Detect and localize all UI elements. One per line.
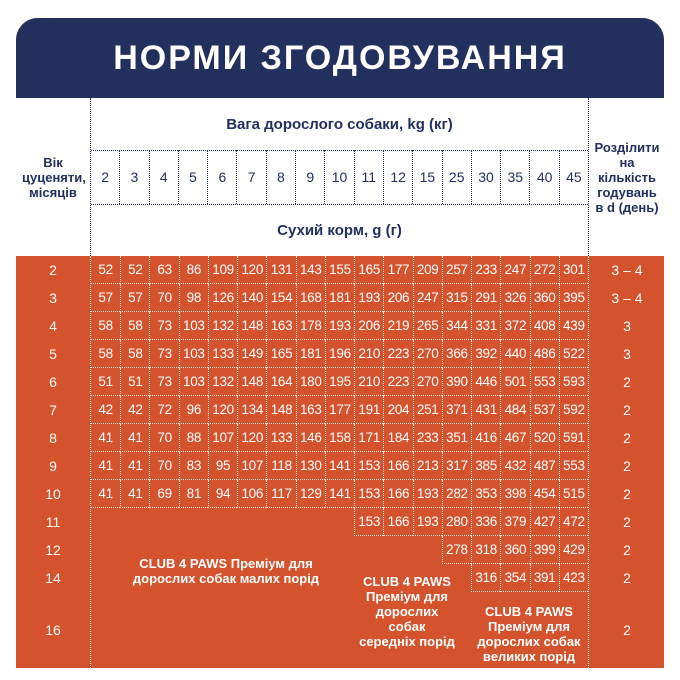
table-row [91,256,588,284]
value-cell: 141 [325,480,354,508]
value-cell: 398 [500,480,529,508]
age-cell: 3 [49,290,57,306]
value-cell: 522 [559,340,588,368]
value-cell: 280 [442,508,471,536]
value-cell: 52 [91,256,120,284]
value-cell: 41 [91,452,120,480]
value-cell: 72 [149,396,178,424]
value-cell [149,508,178,536]
value-cell: 63 [149,256,178,284]
table-row [91,368,588,396]
value-cell: 354 [500,564,529,592]
table-row [91,340,588,368]
value-cell [266,508,295,536]
value-cell: 158 [325,424,354,452]
value-cell: 180 [296,368,325,396]
age-cell: 6 [49,374,57,390]
weight-2: 2 [101,169,110,185]
division-header-label: Розділити на кількість годувань в d (день) [594,139,660,215]
value-cell [91,508,120,536]
value-cell: 193 [354,284,383,312]
value-cell [354,536,383,564]
value-cell: 366 [442,340,471,368]
value-cell [325,564,354,592]
value-cell: 223 [383,340,412,368]
value-cell: 486 [530,340,559,368]
division-cell: 3 – 4 [611,290,643,306]
value-cell: 107 [237,452,266,480]
value-cell: 184 [383,424,412,452]
value-cell: 344 [442,312,471,340]
value-cell: 57 [91,284,120,312]
value-cell: 440 [500,340,529,368]
age-cell: 16 [45,622,61,638]
division-column-header [588,98,664,256]
age-column [16,256,91,668]
value-cell: 251 [413,396,442,424]
table-row [91,424,588,452]
value-cell: 195 [325,368,354,396]
value-cell: 57 [120,284,149,312]
weight-15: 15 [412,150,441,204]
value-cell: 51 [120,368,149,396]
value-cell: 395 [559,284,588,312]
weight-12: 12 [383,150,412,204]
value-cell [354,564,383,592]
value-cell: 360 [500,536,529,564]
value-cell [266,564,295,592]
value-cell: 41 [120,480,149,508]
value-cell: 41 [91,424,120,452]
value-cell: 107 [208,424,237,452]
value-cell [237,508,266,536]
weight-header: Вага дорослого собаки, kg (кг) [91,98,588,151]
table-row [91,480,588,508]
value-cell: 177 [383,256,412,284]
value-cell: 247 [500,256,529,284]
value-cell: 149 [237,340,266,368]
value-cell: 353 [471,480,500,508]
value-cell: 553 [530,368,559,396]
value-cell: 163 [266,312,295,340]
value-cell: 95 [208,452,237,480]
age-cell: 11 [45,514,61,530]
weight-7: 7 [236,150,265,204]
weight-35: 35 [500,150,529,204]
table-row [91,284,588,312]
division-cell: 2 [623,430,631,446]
value-cell: 439 [559,312,588,340]
weight-25: 25 [442,150,471,204]
value-cell: 132 [208,368,237,396]
value-cell: 120 [237,256,266,284]
value-cell: 69 [149,480,178,508]
value-cell: 206 [354,312,383,340]
value-cell: 134 [237,396,266,424]
value-cell [179,508,208,536]
weight-3: 3 [119,150,148,204]
value-cell: 446 [471,368,500,396]
value-cell: 317 [442,452,471,480]
product-small-label: CLUB 4 PAWS Преміум для дорослих собак малих порід [132,556,320,586]
value-cell: 177 [325,396,354,424]
value-cell [413,536,442,564]
value-cell [91,564,120,592]
age-column-header [16,98,91,256]
value-cell: 537 [530,396,559,424]
value-cell: 219 [383,312,412,340]
division-cell: 2 [623,402,631,418]
value-cell: 204 [383,396,412,424]
value-cell [266,536,295,564]
value-cell: 336 [471,508,500,536]
weight-4: 4 [149,150,178,204]
value-cell: 408 [530,312,559,340]
value-cell [413,564,442,592]
value-cell: 233 [413,424,442,452]
value-cell [442,564,471,592]
age-cell: 4 [49,318,57,334]
value-cell: 247 [413,284,442,312]
weight-40: 40 [529,150,558,204]
value-cell: 326 [500,284,529,312]
value-cell: 591 [559,424,588,452]
value-cell: 153 [354,508,383,536]
table-row [91,536,588,564]
table-row [91,452,588,480]
value-cell [120,508,149,536]
value-cell: 118 [266,452,295,480]
value-cell: 98 [179,284,208,312]
value-cell [208,564,237,592]
value-cell: 166 [383,480,412,508]
value-cell: 272 [530,256,559,284]
value-cell: 213 [413,452,442,480]
value-cell: 351 [442,424,471,452]
value-cell [296,508,325,536]
value-cell: 278 [442,536,471,564]
value-cell: 41 [120,424,149,452]
dry-food-header: Сухий корм, g (г) [277,221,402,239]
value-cell: 181 [296,340,325,368]
value-cell: 163 [296,396,325,424]
value-cell: 165 [266,340,295,368]
weight-45: 45 [559,150,588,204]
weight-11: 11 [354,150,383,204]
table-body [16,256,664,668]
value-cell: 146 [296,424,325,452]
value-cell: 88 [179,424,208,452]
value-cell: 431 [471,396,500,424]
value-cell: 592 [559,396,588,424]
value-cell: 181 [325,284,354,312]
weight-5: 5 [178,150,207,204]
value-cell: 371 [442,396,471,424]
value-cell: 520 [530,424,559,452]
division-cell: 2 [623,542,631,558]
division-cell: 3 [623,346,631,362]
weight-values [91,150,588,205]
value-cell: 416 [471,424,500,452]
table-row [91,508,588,536]
weight-8: 8 [266,150,295,204]
value-cell: 120 [208,396,237,424]
value-cell [179,536,208,564]
value-cell [91,536,120,564]
division-cell: 2 [623,458,631,474]
age-cell: 7 [49,402,57,418]
value-cell: 270 [413,340,442,368]
value-cell: 103 [179,312,208,340]
value-cell [237,536,266,564]
value-cell [237,564,266,592]
value-cell: 196 [325,340,354,368]
value-cell: 257 [442,256,471,284]
value-cell [179,564,208,592]
value-cell: 73 [149,340,178,368]
value-cell: 391 [530,564,559,592]
value-cell: 210 [354,340,383,368]
value-cell: 140 [237,284,266,312]
value-cell: 210 [354,368,383,396]
value-cell [208,508,237,536]
age-header-label: Вік цуценяти, місяців [22,154,86,200]
value-cell: 83 [179,452,208,480]
value-cell: 282 [442,480,471,508]
value-cell: 130 [296,452,325,480]
age-cell: 12 [45,542,61,558]
value-cell: 164 [266,368,295,396]
value-cell: 193 [325,312,354,340]
value-cell: 487 [530,452,559,480]
division-column [588,256,664,668]
division-cell: 2 [623,514,631,530]
value-cell [120,536,149,564]
value-cell: 484 [500,396,529,424]
value-cell: 209 [413,256,442,284]
value-cell: 133 [266,424,295,452]
value-cell: 133 [208,340,237,368]
division-cell: 3 – 4 [611,262,643,278]
feeding-norms-card [16,18,664,668]
value-cell: 270 [413,368,442,396]
division-cell: 2 [623,622,631,638]
value-cell: 41 [91,480,120,508]
value-cell [296,536,325,564]
value-cell [208,536,237,564]
weight-30: 30 [471,150,500,204]
value-cell: 143 [296,256,325,284]
weight-6: 6 [207,150,236,204]
value-cell: 318 [471,536,500,564]
value-cell: 154 [266,284,295,312]
age-cell: 10 [45,486,61,502]
value-cell: 70 [149,452,178,480]
value-cell: 379 [500,508,529,536]
value-cell: 171 [354,424,383,452]
value-cell: 117 [266,480,295,508]
value-cell: 291 [471,284,500,312]
value-cell: 178 [296,312,325,340]
value-cell: 593 [559,368,588,396]
age-cell: 2 [49,262,57,278]
value-cell: 58 [91,312,120,340]
value-cell: 141 [325,452,354,480]
value-cell: 153 [354,480,383,508]
value-cell: 70 [149,284,178,312]
table-row [91,396,588,424]
value-cell: 206 [383,284,412,312]
age-cell: 5 [49,346,57,362]
value-cell [149,536,178,564]
value-cell: 399 [530,536,559,564]
value-cell: 301 [559,256,588,284]
value-cell [325,536,354,564]
value-cell: 153 [354,452,383,480]
weight-9: 9 [295,150,324,204]
product-large-label: CLUB 4 PAWS Преміум для дорослих собак великих порід [477,604,581,664]
value-cell: 223 [383,368,412,396]
value-cell: 58 [120,340,149,368]
value-cell: 390 [442,368,471,396]
product-medium-label: CLUB 4 PAWS Преміум для дорослих собак середніх порід [359,574,455,649]
value-cell: 94 [208,480,237,508]
value-cell [325,508,354,536]
value-cell: 131 [266,256,295,284]
value-cell: 41 [120,452,149,480]
value-cell: 73 [149,368,178,396]
division-cell: 2 [623,486,631,502]
value-cell [149,564,178,592]
value-cell: 155 [325,256,354,284]
value-cell: 423 [559,564,588,592]
value-cell: 148 [237,368,266,396]
values-grid [91,256,588,668]
value-cell: 70 [149,424,178,452]
value-cell: 515 [559,480,588,508]
division-cell: 3 [623,318,631,334]
value-cell: 166 [383,452,412,480]
value-cell [383,536,412,564]
value-cell: 120 [237,424,266,452]
value-cell: 103 [179,340,208,368]
value-cell: 429 [559,536,588,564]
value-cell: 42 [120,396,149,424]
value-cell [120,564,149,592]
value-cell: 132 [208,312,237,340]
value-cell: 129 [296,480,325,508]
table-row [91,312,588,340]
page-title: НОРМИ ЗГОДОВУВАННЯ [16,18,664,98]
value-cell: 42 [91,396,120,424]
weight-10: 10 [324,150,353,204]
value-cell: 331 [471,312,500,340]
value-cell: 103 [179,368,208,396]
value-cell: 392 [471,340,500,368]
table-row [91,564,588,592]
value-cell: 168 [296,284,325,312]
value-cell: 233 [471,256,500,284]
age-cell: 9 [49,458,57,474]
value-cell: 360 [530,284,559,312]
value-cell: 385 [471,452,500,480]
value-cell: 316 [471,564,500,592]
value-cell: 193 [413,480,442,508]
value-cell: 427 [530,508,559,536]
value-cell: 73 [149,312,178,340]
value-cell: 86 [179,256,208,284]
value-cell: 58 [120,312,149,340]
value-cell: 553 [559,452,588,480]
value-cell [383,564,412,592]
value-cell: 81 [179,480,208,508]
value-cell: 148 [237,312,266,340]
value-cell: 126 [208,284,237,312]
value-cell: 501 [500,368,529,396]
value-cell: 193 [413,508,442,536]
value-cell: 58 [91,340,120,368]
division-cell: 2 [623,570,631,586]
division-cell: 2 [623,374,631,390]
age-cell: 14 [45,570,61,586]
value-cell: 454 [530,480,559,508]
value-cell [296,564,325,592]
value-cell: 265 [413,312,442,340]
value-cell: 315 [442,284,471,312]
value-cell: 472 [559,508,588,536]
value-cell: 109 [208,256,237,284]
value-cell: 166 [383,508,412,536]
age-cell: 8 [49,430,57,446]
value-cell: 165 [354,256,383,284]
value-cell: 96 [179,396,208,424]
value-cell: 467 [500,424,529,452]
value-cell: 52 [120,256,149,284]
value-cell: 106 [237,480,266,508]
value-cell: 432 [500,452,529,480]
value-cell: 148 [266,396,295,424]
value-cell: 51 [91,368,120,396]
value-cell: 191 [354,396,383,424]
value-cell: 372 [500,312,529,340]
table-header [16,98,664,256]
